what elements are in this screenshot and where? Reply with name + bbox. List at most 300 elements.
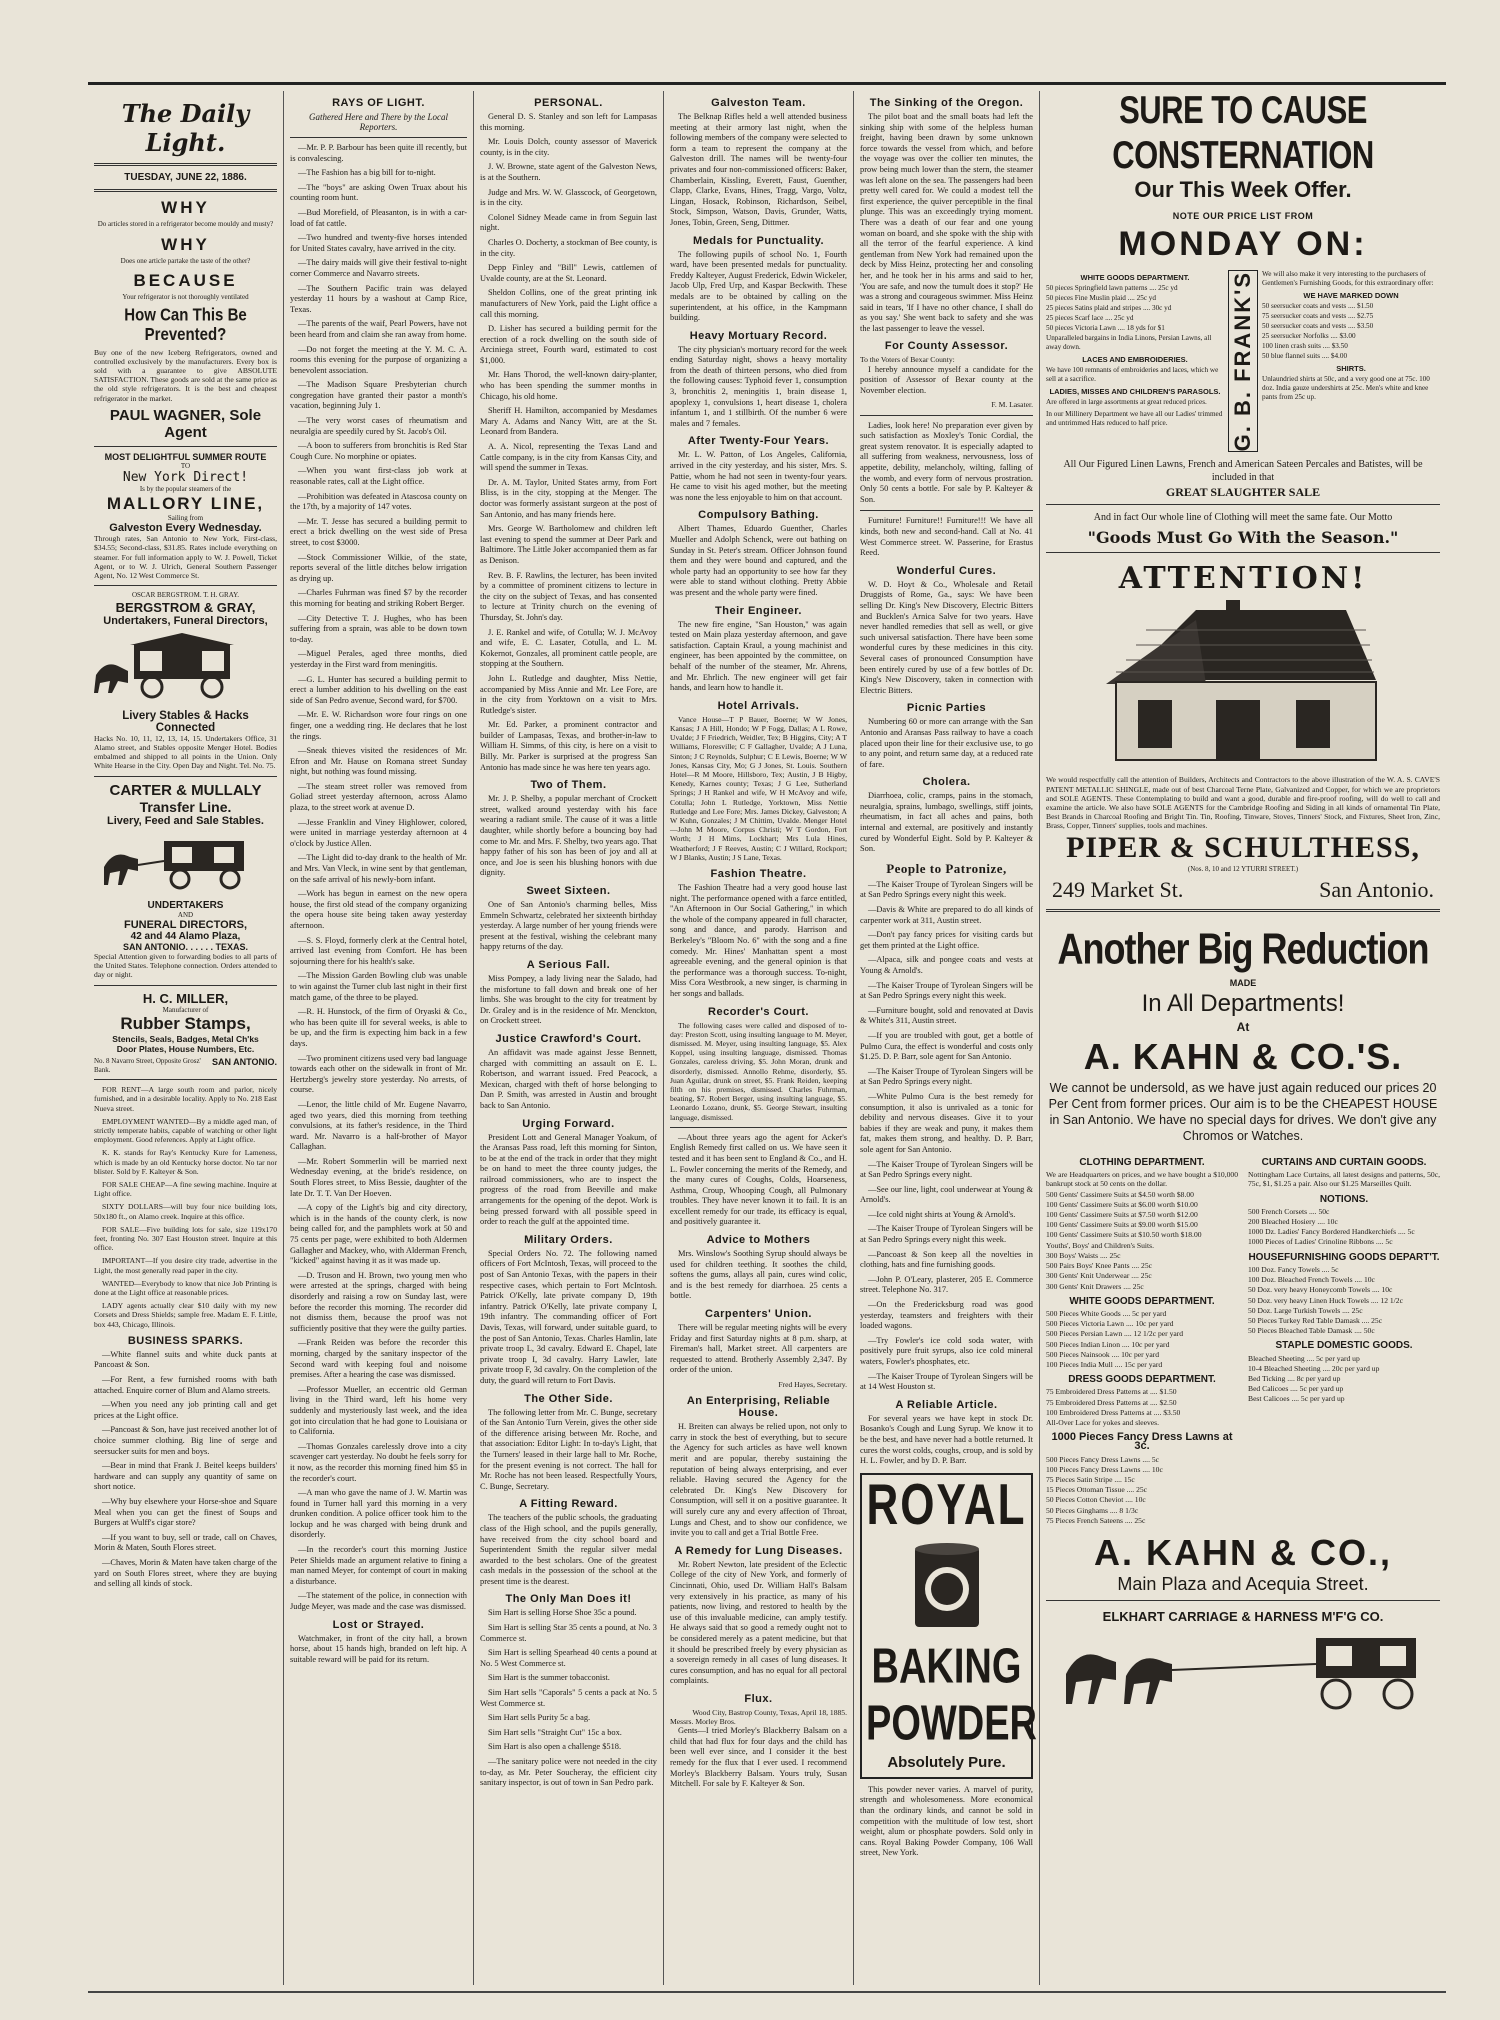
undertakers-heading: Undertakers, Funeral Directors, bbox=[103, 614, 268, 627]
consternation-banner: SURE TO CAUSE CONSTERNATION bbox=[1112, 91, 1374, 177]
advice-text: Mrs. Winslow's Soothing Syrup should always be used for children teething. It soothes the child, softens the gums, allays all pain, cures wind colic, and is the best remedy for diarrhoea. 25 cents a bottle. bbox=[670, 1249, 847, 1301]
reliable-text: For several years we have kept in stock Dr. Bosanko's Cough and Lung Syrup. We know it to be the best, and have never had a bottle returned. It cures the worst colds, coughs, croup, and is sold by H. L. Fowler, and by D. P. Barr. bbox=[860, 1413, 1033, 1466]
engineer-text: The new fire engine, "San Houston," was again tested on Main plaza yesterday afternoon, and gave satisfaction. Captain Kraul, a young machinist and engineer, has been appointed by the committee, on behalf of the number of the steamer, Mr. Ahrens, and Mr. Ehrlich. The new engineer will get fair hands, and learn how to handle it. bbox=[670, 619, 847, 693]
rays-item: —Jesse Franklin and Viney Highlower, colored, were united in marriage yesterday afternoon at 4 o'clock by Justice Allen. bbox=[290, 817, 467, 848]
white-goods-heading: WHITE GOODS DEPARTMENT. bbox=[1080, 273, 1190, 282]
two-text: Mr. J. P. Shelby, a popular merchant of Crockett street, walked around yesterday with his face wearing a radiant smile. The cause of it was a little daughter, while shortly before a bouncing boy had come to Mr. and Mrs. F. Shelby, two years ago. That happy father of his son has been of joy and all at once, and Joe is seen his blushing honors with due dignity. bbox=[480, 794, 657, 878]
notions-item: 200 Bleached Hosiery .... 10c bbox=[1248, 1217, 1338, 1227]
rays-sub: Gathered Here and There by the Local Reporters. bbox=[309, 112, 448, 132]
clothing-item: 100 Gents' Cassimere Suits at $10.50 worth $18.00 bbox=[1046, 1230, 1202, 1240]
powder-word: POWDER bbox=[866, 1696, 1037, 1751]
business-sparks bbox=[94, 1350, 277, 1590]
kahn-address: Main Plaza and Acequia Street. bbox=[1117, 1573, 1369, 1594]
personal-item: Charles O. Docherty, a stockman of Bee county, is in the city. bbox=[480, 237, 657, 258]
rays-item: —Mr. P. P. Barbour has been quite ill recently, but is convalescing. bbox=[290, 143, 467, 163]
market-city: San Antonio. bbox=[1319, 877, 1434, 903]
clothing-item: 300 Gents' Knit Drawers .... 25c bbox=[1046, 1281, 1144, 1291]
ny-sub: Is by the popular steamers of the bbox=[139, 485, 232, 494]
rays-item: —A boon to sufferers from bronchitis is Red Star Cough Cure. No morphine or opiates. bbox=[290, 441, 467, 461]
newspaper-page bbox=[88, 82, 1446, 1993]
sanitary-text: —The sanitary police were not needed in the city to-day, as Mr. Peter Soucheray, the efficient city sanitary inspector, is out of town in San Pedro park. bbox=[480, 1757, 657, 1788]
kahn-heading: A. KAHN & CO.'S. bbox=[1083, 1036, 1403, 1078]
patronize-item: —The Kaiser Troupe of Tyrolean Singers will be at San Pedro Springs every night. bbox=[860, 1159, 1033, 1180]
hotel-heading: Hotel Arrivals. bbox=[717, 699, 800, 712]
flux-text: Gents—I tried Morley's Blackberry Balsam on a child that had flux for four days and the child has been well ever since, and I consider it the best remedy for the flux that I ever used. I recommend Morley's Blackberry Balsam. Yours truly, Susan Mitchell. For sale by F. Kalteyer & Son. bbox=[670, 1726, 847, 1789]
agent-heading: PAUL WAGNER, Sole Agent bbox=[109, 406, 262, 441]
recorder-heading: Recorder's Court. bbox=[708, 1005, 809, 1018]
funeral-directors: FUNERAL DIRECTORS, bbox=[123, 919, 248, 932]
shingle-building-illustration bbox=[1046, 600, 1440, 770]
laces-heading: LACES AND EMBROIDERIES. bbox=[1082, 355, 1188, 364]
rays-item: —The Light did to-day drank to the health of Mr. and Mrs. Van Vleck, in wine sent by that gentleman, on the safe arrival of his newly-born infant. bbox=[290, 853, 467, 884]
transfer-heading: Transfer Line. bbox=[139, 798, 232, 815]
enterprising-heading: An Enterprising, Reliable House. bbox=[686, 1395, 831, 1420]
door-plates-text: Door Plates, House Numbers, Etc. bbox=[116, 1044, 255, 1055]
royal-word: ROYAL bbox=[866, 1473, 1027, 1537]
hotel-text: Vance House—T P Bauer, Boerne; W W Jones, Kansas; J A Hill, Hondo; W P Fogg, Dallas; A L Rowe, Uvalde; J F Friedrich, Weidler, Tex; B Higgins, City; A T Williams, Floresville; C F Gallagher, Uvalde; A J Luna, Sinton; J C Reynolds, Sulphur; C E Lewis, Boerne; W W Jones, Kansas City, Mo; G J Jones, St. Louis. Southern Hotel—R M Moore, Hillsboro, Tex; Austin, J B Higby, Kenedy, Karnes county; Texas; J G Lee, Sutherland Springs; J H Rankel and wife, W H McAvoy and wife, Cotulla; John L Rutledge, Yorktown, Miss Nettie Rutledge and Lee Fore; Mrs. James Dickey, Galveston; A W Kuhn, Gonzales; J M Chittim, Uvalde. Menger Hotel—John M Moore, Corpus Christi; W T Gordon, Fort Worth; J H Mims, Lockhart; Mrs Lula Hines, Weatherford; J F Reeves, Austin; C J Willard, Rockport; W J Blanks, Austin; J S Lane, Texas. bbox=[670, 714, 847, 862]
classifieds bbox=[94, 1085, 277, 1329]
franks-ad bbox=[1046, 270, 1440, 452]
market-street: 249 Market St. bbox=[1052, 877, 1184, 903]
at-text: At bbox=[1236, 1020, 1250, 1035]
marked-down-item: 50 seersucker coats and vests .... $1.50 bbox=[1262, 302, 1374, 310]
monday-heading: MONDAY ON: bbox=[1118, 225, 1368, 263]
housefurnishing-item: 50 Doz. very heavy Honeycomb Towels .... 10c bbox=[1248, 1285, 1393, 1295]
clothing-text: And in fact Our whole line of Clothing will meet the same fate. Our Motto bbox=[1093, 512, 1393, 524]
marked-down-item: 25 seersucker Norfolks .... $3.00 bbox=[1262, 332, 1356, 340]
staple-item: Bed Calicoes .... 5c per yard up bbox=[1248, 1384, 1344, 1394]
carpenters-text: There will be regular meeting nights will be every Friday and first Saturday nights at 8 p.m. sharp, at Fireman's hall, Market street. All carpenters are requested to attend. Brotherly Assembly 2,347. By order of the union. bbox=[670, 1323, 847, 1375]
only-man-item: Sim Hart is selling Star 35 cents a pound, at No. 3 Commerce st. bbox=[480, 1623, 657, 1643]
carpenters-heading: Carpenters' Union. bbox=[705, 1308, 812, 1321]
flux-place: Wood City, Bastrop County, Texas, April 18, 1885. bbox=[692, 1707, 847, 1717]
lawns-item: 50 Pieces Cotton Cheviot .... 10c bbox=[1046, 1495, 1146, 1505]
clothing-item: 300 Boys' Waists .... 25c bbox=[1046, 1250, 1121, 1260]
mallory-heading: MALLORY LINE, bbox=[106, 493, 265, 513]
carriage-illustration bbox=[94, 831, 264, 891]
rubber-stamps-heading: Rubber Stamps, bbox=[120, 1014, 251, 1034]
patronize-item: —See our line, light, cool underwear at Young & Arnold's. bbox=[860, 1184, 1033, 1205]
made-text: MADE bbox=[1229, 978, 1257, 989]
dress-goods-item: 75 Embroidered Dress Patterns at .... $1.50 bbox=[1046, 1387, 1177, 1397]
classified-item: LADY agents actually clear $10 daily with my new Corsets and Dress Shields; sample free. Madam E. F. Little, box 443, Chicago, Illinois. bbox=[94, 1301, 277, 1329]
sweet-heading: Sweet Sixteen. bbox=[526, 885, 611, 897]
stencils-text: Stencils, Seals, Badges, Metal Ch'ks bbox=[112, 1034, 259, 1045]
rays-item: —When you want first-class job work at reasonable rates, call at the Light office. bbox=[290, 466, 467, 487]
furnishing-intro: We will also make it very interesting to the purchasers of Gentlemen's Furnishing Goods, for this extraordinary offer: bbox=[1262, 270, 1434, 287]
rays-item: —A copy of the Light's big and city directory, which is in the hands of the county clerk, is now being called for, and the pamphlets work at 50 and 75 cents per page, were exhibited to both Aldermen Gallagher and Mackey, who, with Alderman French, "kicked" against having it as it was made up. bbox=[290, 1203, 467, 1266]
housefurnishing-item: 50 Doz. very heavy Linen Huck Towels .... 12 1/2c bbox=[1248, 1295, 1403, 1305]
only-man-list bbox=[480, 1608, 657, 1753]
white-goods-dept-item: 500 Pieces Victoria Lawn .... 10c per yard bbox=[1046, 1319, 1174, 1329]
bathing-text: Albert Thames, Eduardo Guenther, Charles Mueller and Adolph Schenck, were out bathing on Sunday in St. Peter's stream. Officer Johnson found them and they were bound and captured, and the whole party had an opportunity to see how far they were able to stand without clothing. Pretty Abbie was present and the whole party were fined. bbox=[670, 524, 847, 597]
fashion-heading: Fashion Theatre. bbox=[710, 867, 807, 880]
other-side-heading: The Other Side. bbox=[524, 1392, 613, 1405]
and-text: AND bbox=[177, 910, 194, 919]
clothing-item: Youths', Boys' and Children's Suits. bbox=[1046, 1240, 1154, 1250]
millinery-text: In our Millinery Department we have all our Ladies' trimmed and untrimmed Hats reduced to half price. bbox=[1046, 410, 1223, 427]
rays-item: —The "boys" are asking Owen Truax about his counting room hunt. bbox=[290, 182, 467, 203]
mallory-rates: Through rates, San Antonio to New York, First-class, $34.55; Second-class, $31.85. Rates include everything on steamer. For full information apply to W. J. Powell, Ticket Agent, or to W. J. Ulrich, General Southern Passenger Agent, No. 12 West Commerce St. bbox=[94, 534, 277, 581]
rays-item: —Thomas Gonzales carelessly drove into a city scavenger cart yesterday. No doubt he feels sorry for it now, as the recorder this morning fined him $5 in the recorder's court. bbox=[290, 1441, 467, 1483]
marked-down-item: 75 seersucker coats and vests .... $2.75 bbox=[1262, 312, 1374, 320]
classified-item: FOR SALE CHEAP—A fine sewing machine. Inquire at Light office. bbox=[94, 1179, 277, 1199]
white-goods-dept-item: 500 Pieces Indian Linon .... 10c per yard bbox=[1046, 1339, 1170, 1349]
rays-item: —City Detective T. J. Hughes, who has been suffering from a sprain, was able to be down town to-day. bbox=[290, 613, 467, 644]
medals-heading: Medals for Punctuality. bbox=[692, 234, 825, 247]
clothing-item: 300 Gents' Knit Underwear .... 25c bbox=[1046, 1271, 1152, 1281]
classified-item: SIXTY DOLLARS—will buy four nice building lots, 50x180 ft., on Alamo creek. Inquire at this office. bbox=[94, 1202, 277, 1221]
spark-item: —For Rent, a few furnished rooms with bath attached. Enquire corner of Blum and Alamo streets. bbox=[94, 1375, 277, 1395]
piper-sub: (Nos. 8, 10 and 12 YTURRI STREET.) bbox=[1187, 864, 1299, 873]
patronize-list bbox=[860, 880, 1033, 1393]
new-york-heading: New York Direct! bbox=[122, 470, 249, 486]
parasols-text: Are offered in large assortments at great reduced prices. bbox=[1046, 398, 1207, 406]
clothing-item: 500 Pairs Boys' Knee Pants .... 25c bbox=[1046, 1261, 1152, 1271]
personal-item: Sheriff H. Hamilton, accompanied by Mesdames Mary A. Adams and Nancy Witt, are at the St. Leonard from Bandera. bbox=[480, 406, 657, 437]
personal-item: J. E. Rankel and wife, of Cotulla; W. J. McAvoy and wife, E. C. Lasater, Cotulla, and L. M. Kokernot, Gonzales, all prominent cattle people, are stopping at the Southern. bbox=[480, 627, 657, 669]
after-text: Mr. L. W. Patton, of Los Angeles, California, arrived in the city yesterday, and his sister, Mrs. S. Pattie, whom he had not seen in twenty-four years. He came to visit his aged mother, but the meeting was none the less enjoyable to him on that account. bbox=[670, 450, 847, 502]
lawns-item: 500 Pieces Fancy Dress Lawns .... 5c bbox=[1046, 1454, 1160, 1464]
patronize-item: —Ice cold night shirts at Young & Arnold's. bbox=[868, 1209, 1016, 1219]
clothing-item: We are Headquarters on prices, and we have bought a $10,000 bankrupt stock at 50 cents on the dollar. bbox=[1046, 1170, 1238, 1189]
week-offer-heading: Our This Week Offer. bbox=[1134, 177, 1352, 202]
spark-item: —Pancoast & Son, have just received another lot of choice summer clothing. Big line of serge and seersucker suits for men and boys. bbox=[94, 1425, 277, 1456]
notions-item: 500 French Corsets .... 50c bbox=[1248, 1206, 1330, 1216]
price-list-note: NOTE OUR PRICE LIST FROM bbox=[1172, 211, 1314, 221]
patronize-item: —Alpaca, silk and pongee coats and vests at Young & Arnold's. bbox=[860, 955, 1033, 975]
lung-text: Mr. Robert Newton, late president of the Eclectic College of the city of New York, and formerly of Cincinnati, Ohio, used Dr. William Hall's Balsam very extensively in his practice, as many of his patients, now living, and restored to health by the use of this invaluable medicine, can amply testify. He always said that so good a remedy ought not to be considered merely as a patent medicine, but that it should be prescribed freely by every physician as a sovereign remedy in all cases of lung diseases. It cures consumption, and has no equal for all pectoral complaints. bbox=[670, 1559, 847, 1686]
navarro-address: No. 8 Navarro Street, Opposite Grosz' Bank. bbox=[94, 1057, 201, 1074]
military-heading: Military Orders. bbox=[524, 1233, 613, 1246]
justice-text: An affidavit was made against Jesse Bennett, charged with committing an assault on E. L. Robertson, and warrant issued. Fred Peacock, a Mexican, charged with theft of horse belonging to Dan P. Smith, was arrested in Austin and brought back to San Antonio. bbox=[480, 1047, 657, 1110]
rays-item: —G. L. Hunter has secured a building permit to erect a lumber addition to his dwelling on the east side of San Pedro avenue, Second ward, for $700. bbox=[290, 674, 467, 705]
galveston-heading: Galveston Every Wednesday. bbox=[109, 522, 262, 535]
classified-item: FOR RENT—A large south room and parlor, nicely furnished, and in a desirable locality. Apply to No. 218 East Nueva street. bbox=[94, 1085, 277, 1113]
elkhart-carriage-illustration bbox=[1046, 1624, 1440, 1714]
bathing-heading: Compulsory Bathing. bbox=[698, 509, 819, 522]
personal-heading: PERSONAL. bbox=[534, 97, 603, 109]
mortuary-text: The city physician's mortuary record for the week ending Saturday night, shows a heavy mortality from the death of thirteen persons, who died from the following causes: Typhoid fever 1, consumption 3, bronchitis 2, meningitis 1, brain disease 1, apoplexy 1, convulsions 1, heart disease 1, cholera infantum 1, and 1 stillbirth. Of the number 6 were males and 7 females. bbox=[670, 344, 847, 428]
wonderful-heading: Wonderful Cures. bbox=[896, 564, 997, 577]
miller-sub: Manufacturer of bbox=[162, 1005, 209, 1014]
dress-goods-item: All-Over Lace for yokes and sleeves. bbox=[1046, 1417, 1160, 1427]
rays-item: —The Madison Square Presbyterian church congregation have granted their pastor a month's vacation, beginning July 1. bbox=[290, 380, 467, 411]
two-heading: Two of Them. bbox=[530, 779, 607, 792]
notions-heading: NOTIONS. bbox=[1319, 1193, 1369, 1205]
miller-heading: H. C. MILLER, bbox=[142, 990, 229, 1006]
wonderful-text: W. D. Hoyt & Co., Wholesale and Retail Druggists of Rome, Ga., says: We have been selling Dr. King's New Discovery, Electric Bitters and Bucklen's Arnica Salve for two years. Have never handled remedies that sell as well, or give such universal satisfaction. There have been some wonderful cures by these medicines in this city. Several cases of pronounced Consumption have been entirely cured by use of a few bottles of Dr. King's New Discovery, taken in connection with Electric Bitters. bbox=[860, 579, 1033, 695]
spark-item: —Why buy elsewhere your Horse-shoe and Square Meal when you can get the finest of Soups and Burgers at Wulff's cigar store? bbox=[94, 1496, 277, 1528]
patronize-item: —Furniture bought, sold and renovated at Davis & White's 311, Austin street. bbox=[860, 1005, 1033, 1026]
patronize-item: —John P. O'Leary, plasterer, 205 E. Commerce street. Telephone No. 317. bbox=[860, 1274, 1033, 1295]
housefurnishing-item: 50 Pieces Turkey Red Table Damask .... 25c bbox=[1248, 1315, 1383, 1325]
clothing-item: 100 Gents' Cassimere Suits at $6.00 worth $10.00 bbox=[1046, 1199, 1198, 1209]
lawns-item: 75 Pieces French Sateens .... 25c bbox=[1046, 1515, 1146, 1525]
only-man-heading: The Only Man Does it! bbox=[505, 1593, 632, 1606]
dress-goods-heading: DRESS GOODS DEPARTMENT. bbox=[1068, 1374, 1216, 1386]
why-question-2: Does one article partake the taste of the other? bbox=[120, 256, 251, 265]
spark-item: —Bear in mind that Frank J. Beitel keeps builders' hardware and can supply any quantity of same on short notice. bbox=[94, 1461, 277, 1492]
personal-item: A. A. Nicol, representing the Texas Land and Cattle company, is in the city from Kansas City, and will spend the summer in Texas. bbox=[480, 442, 657, 473]
classified-item: IMPORTANT—If you desire city trade, advertise in the Light, the most generally read paper in the city. bbox=[94, 1256, 277, 1275]
column-4 bbox=[664, 91, 854, 1985]
rays-item: —Miguel Perales, aged three months, died yesterday in the First ward from meningitis. bbox=[290, 649, 467, 669]
piper-address bbox=[1046, 877, 1440, 903]
bergstrom-heading: BERGSTROM & GRAY, bbox=[115, 599, 256, 615]
flux-heading: Flux. bbox=[744, 1692, 773, 1705]
recorder-text: The following cases were called and disposed of to-day: Preston Scott, using insulting language to M. Meyer, dismissed. M. Meyer, using insulting language, $5. Alex Koppel, using insulting language, dismissed. Thomas Gonzales, careless driving, $5. John Moran, drunk and disorderly, dismissed. Annollo Rehme, disorderly, $5. Juan Aguilar, drunk on street, $5. Frank Reiden, keeping filth on his premises, dismissed. Charles Fuhrman, beating, $7. Robert Berger, using insulting language, $5. Leonardo Lozano, drunk, $5. George Stewart, insulting language, dismissed. bbox=[670, 1020, 847, 1122]
piper-heading: PIPER & SCHULTHESS, bbox=[1066, 830, 1420, 864]
white-goods-dept-item: 500 Pieces White Goods .... 5c per yard bbox=[1046, 1308, 1167, 1318]
personal-item: Mr. Hans Thorod, the well-known dairy-planter, who has been spending the summer months in Chicago, his old home. bbox=[480, 370, 657, 401]
carter-heading: CARTER & MULLALY bbox=[109, 781, 262, 799]
personal-item: General D. S. Stanley and son left for Lampasas this morning. bbox=[480, 112, 657, 132]
cholera-text: Diarrhoea, colic, cramps, pains in the stomach, neuralgia, sprains, lumbago, swellings, stiff joints, rheumatism, in fact all aches and pains, both internal and external, are positively and instantly cured by Wonderful Eight. Sold by P. Kalteyer & Son. bbox=[860, 791, 1033, 854]
staple-item: Bleached Sheeting .... 5c per yard up bbox=[1248, 1353, 1360, 1363]
housefurnishing-item: 50 Doz. Large Turkish Towels .... 25c bbox=[1248, 1305, 1363, 1315]
assessor-to: To the Voters of Bexar County: bbox=[860, 355, 955, 365]
oregon-text: The pilot boat and the small boats had left the sinking ship with some of the helpless human freight, having been drawn by some unknown force towards the vessel from which, and before the voyage was over the collier ten minutes, the prow being much lower than the stern, the steamer was left alone on the sea. The passengers had been pretty well cared for. We could a modest tell the first experience, the quiver perceptible in the final plunge. This was an exceedingly trying moment. There was a death of our fear and one young woman on board, and she spoke with the ship with all the terror of the fearful experience. A kind gentleman from New York had remained upon the deck by Miss Heinz, protecting her and consoling her, and he took her in his arms and said to her, 'You are safe, and now the tumult does it stop?' He was a strong and courageous swimmer. Miss Heinz said in tears, 'If I have no other chance, I shall do as you say.' She went back to safety and she was the last passenger to leave the vessel. bbox=[860, 112, 1033, 333]
lawns-item: 75 Pieces Satin Stripe .... 15c bbox=[1046, 1474, 1135, 1484]
parasols-heading: LADIES, MISSES AND CHILDREN'S PARASOLS. bbox=[1049, 387, 1221, 396]
picnic-heading: Picnic Parties bbox=[906, 702, 987, 715]
route-to: TO bbox=[180, 461, 191, 470]
rays-item: —Prohibition was defeated in Atascosa county on the 17th, by a majority of 147 votes. bbox=[290, 491, 467, 512]
rays-item: —A man who gave the name of J. W. Martin was found in Turner hall yard this morning in a very drunken condition. A police officer took him to the lockup and he was charged with being drunk and disorderly. bbox=[290, 1488, 467, 1540]
why-heading-2: WHY bbox=[161, 234, 210, 254]
picnic-text: Numbering 60 or more can arrange with the San Antonio and Aransas Pass railway to have a coach placed upon their line for their exclusive use, to go to any point, and return same day, at a reduced rate of fare. bbox=[860, 717, 1033, 769]
patronize-item: —Pancoast & Son keep all the novelties in clothing, hats and fine furnishing goods. bbox=[860, 1249, 1033, 1270]
prevent-heading: How Can This Be Prevented? bbox=[124, 304, 247, 345]
rays-item: —The dairy maids will give their festival to-night corner Commerce and Navarro streets. bbox=[290, 258, 467, 278]
why-heading-1: WHY bbox=[161, 198, 210, 217]
slaughter-heading: GREAT SLAUGHTER SALE bbox=[1165, 485, 1321, 500]
lung-heading: A Remedy for Lung Diseases. bbox=[674, 1544, 843, 1557]
only-man-item: Sim Hart sells "Straight Cut" 15c a box. bbox=[488, 1727, 622, 1737]
white-goods-item: 25 pieces Satins plaid and stripes .... 30c yd bbox=[1046, 304, 1172, 312]
because-answer: Your refrigerator is not thoroughly ventilated bbox=[122, 293, 249, 301]
white-goods-item: Unparalleled bargains in India Linons, Persian Lawns, all away down. bbox=[1046, 334, 1212, 351]
white-goods-item: 50 pieces Springfield lawn patterns .... 25c yd bbox=[1046, 284, 1178, 292]
only-man-item: Sim Hart is selling Spearhead 40 cents a pound at No. 5 West Commerce st. bbox=[480, 1648, 657, 1668]
staple-item: Best Calicoes .... 5c per yard up bbox=[1248, 1394, 1345, 1404]
military-text: Special Orders No. 72. The following named officers of Fort McIntosh, Texas, will proceed to the post of San Antonio Texas, with the papers in their respective cases, which pertain to Fort McIntosh. Patrick O'Kelly, late private company D, 19th infantry. Patrick O'Kelly, late private company I, 19th infantry. The commanding officer of Fort Davis, Texas, will forward, under suitable guard, to the post of San Antonio, Texas. Charles Hamlin, late private troop L, 3d cavalry. Edward E. Chapel, late private troop I, 3d cavalry. Harry Lawler, late private troop F, 3d cavalry. On the completion of the duty, the guard will return to Fort Davis. bbox=[480, 1248, 657, 1385]
marked-down-item: 50 blue flannel suits .... $4.00 bbox=[1262, 352, 1348, 360]
patronize-item: —On the Fredericksburg road was good yesterday, teamsters and freighters with their loaded wagons. bbox=[860, 1300, 1033, 1331]
bergstrom-names: OSCAR BERGSTROM. T. H. GRAY. bbox=[131, 591, 240, 600]
column-1 bbox=[88, 91, 284, 1985]
marked-down-item: 50 seersucker coats and vests .... $3.50 bbox=[1262, 322, 1374, 330]
assessor-heading: For County Assessor. bbox=[884, 340, 1009, 353]
white-goods-department-heading: WHITE GOODS DEPARTMENT. bbox=[1069, 1295, 1215, 1307]
classified-item: K. K. stands for Ray's Kentucky Kure for Lameness, which is made by an old Kentucky horse doctor. No tar nor blister. Sold by F. Kalteyer & Son. bbox=[94, 1148, 277, 1176]
patronize-item: —The Kaiser Troupe of Tyrolean Singers will be at 14 West Houston st. bbox=[860, 1371, 1033, 1392]
classified-item: EMPLOYMENT WANTED—By a middle aged man, of strictly temperate habits, capable of watching or other light employment. Good references. Apply at Light office. bbox=[94, 1116, 277, 1145]
housefurnishing-item: 100 Doz. Bleached French Towels .... 10c bbox=[1248, 1275, 1375, 1285]
curtains-text: Nottingham Lace Curtains, all latest designs and patterns, 50c, 75c, $1, $1.25 a pair. Also our $1.25 Marseilles Quilt. bbox=[1248, 1170, 1440, 1189]
carpenters-signature: Fred Hayes, Secretary. bbox=[778, 1380, 847, 1390]
kahn-departments bbox=[1046, 1152, 1440, 1526]
clothing-department-heading: CLOTHING DEPARTMENT. bbox=[1079, 1157, 1205, 1169]
because-heading: BECAUSE bbox=[133, 271, 238, 290]
housefurnishing-item: 100 Doz. Fancy Towels .... 5c bbox=[1248, 1264, 1339, 1274]
galveston-team-heading: Galveston Team. bbox=[711, 97, 806, 109]
cholera-heading: Cholera. bbox=[922, 776, 971, 789]
curtains-heading: CURTAINS AND CURTAIN GOODS. bbox=[1261, 1157, 1427, 1169]
lost-heading: Lost or Strayed. bbox=[332, 1618, 425, 1631]
rays-heading: RAYS OF LIGHT. bbox=[332, 97, 425, 109]
staple-item: 10-4 Bleached Sheeting .... 20c per yard up bbox=[1248, 1363, 1380, 1373]
royal-text: This powder never varies. A marvel of purity, strength and wholesomeness. More economical than the ordinary kinds, and cannot be sold in competition with the multitude of low test, short weight, alum or phosphate powders. Sold only in cans. Royal Baking Powder Company, 106 Wall street, New York. bbox=[860, 1784, 1033, 1858]
lost-text: Watchmaker, in front of the city hall, a brown horse, about 15 hands high, branded on left hip. A suitable reward will be paid for its return. bbox=[290, 1633, 467, 1664]
sweet-text: One of San Antonio's charming belles, Miss Emmeln Schwartz, celebrated her sixteenth birthday yesterday. A large number of her young friends were present at the festival, wishing the celebrant many happy returns of the day. bbox=[480, 900, 657, 952]
justice-heading: Justice Crawford's Court. bbox=[495, 1032, 642, 1045]
lawns-heading: 1000 Pieces Fancy Dress Lawns at 3c. bbox=[1051, 1431, 1233, 1453]
rays-item: —Frank Reiden was before the recorder this morning, charged by the sanitary inspector of the Second ward with keeping foul and noisome premises. After a hearing the case was dismissed. bbox=[290, 1338, 467, 1380]
fall-text: Miss Pompey, a lady living near the Salado, had the misfortune to fall down and break one of her limbs. She was brought to the city for treatment by Dr. Graley and is in the residence of Mr. Menckton, on Crockett street. bbox=[480, 973, 657, 1026]
fall-heading: A Serious Fall. bbox=[526, 958, 611, 971]
white-goods-item: 50 pieces Fine Muslin plaid .... 25c yd bbox=[1046, 294, 1156, 302]
rays-item: —Lenor, the little child of Mr. Eugene Navarro, aged two years, died this morning from teething convulsions, at its father's residence, in the Third ward. Mr. Navarro is a half-brother of Mayor Callaghan. bbox=[290, 1099, 467, 1152]
only-man-item: Sim Hart sells Purity 5c a bag. bbox=[488, 1713, 591, 1723]
mortuary-heading: Heavy Mortuary Record. bbox=[689, 329, 828, 342]
personal-item: Colonel Sidney Meade came in from Seguin last night. bbox=[480, 212, 657, 233]
personal-item: Mr. Louis Dolch, county assessor of Maverick county, is in the city. bbox=[480, 137, 657, 157]
classified-item: FOR SALE—Five building lots for sale, size 119x170 feet, fronting No. 307 East Houston street. Inquire at this office. bbox=[94, 1224, 277, 1253]
lawns-item: 100 Pieces Fancy Dress Lawns .... 10c bbox=[1046, 1464, 1163, 1474]
column-5 bbox=[854, 91, 1040, 1985]
clothing-item: 100 Gents' Cassimere Suits at $9.00 worth $15.00 bbox=[1046, 1220, 1198, 1230]
another-reduction-heading: Another Big Reduction bbox=[1057, 923, 1429, 974]
fitting-heading: A Fitting Reward. bbox=[519, 1498, 618, 1511]
rays-item: —The very worst cases of rheumatism and neuralgia are speedily cured by St. Jacob's Oil. bbox=[290, 416, 467, 436]
attention-text: We would respectfully call the attention of Builders, Architects and Contractors to the above illustration of the W. A. S. CAVE'S PATENT METALLIC SHINGLE, made out of best Charcoal Terne Plate, Galvanized and Copper, for which we are proprietors and SOLE AGENTS. These Contemplating to build and want a good, durable and fire-proof roofing, will do well to call and examine the article. We also have SOLE AGENTS for the Cambridge Roofing and Siding in all kinds of ornamental Tin Plate, Best Brands in Charcoal Roofing and Bright Tin. Tin, Roofing, Tinware, Stoves, Tinners' Stock, and Fixtures, Sheet Iron, Zinc, Brass, Copper, Tinners' supplies, tools and machines. bbox=[1046, 775, 1440, 831]
furniture-text: Furniture! Furniture!! Furniture!!! We have all kinds, both new and second-hand. Call at No. 41 West Commerce street. W. Passerine, for Erastus Reed. bbox=[860, 516, 1033, 558]
patronize-item: —The Kaiser Troupe of Tyrolean Singers will be at San Pedro Springs every night this week. bbox=[860, 1224, 1033, 1245]
assessor-text: I hereby announce myself a candidate for the position of Assessor of Bexar county at the November election. bbox=[860, 364, 1033, 395]
lawns-item: 50 Pieces Ginghams .... 8 1/3c bbox=[1046, 1505, 1139, 1515]
patronize-item: —Davis & White are prepared to do all kinds of carpenter work at 311, Austin street. bbox=[860, 905, 1033, 925]
staple-item: Bed Ticking .... 8c per yard up bbox=[1248, 1373, 1341, 1383]
prevent-text: Buy one of the new Iceberg Refrigerators, owned and controlled exclusively by the manufacturers. Every box is sold with a guarantee to give ABSOLUTE SATISFACTION. These goods are sold at the same price as the old style refrigerators. It is the best and cheapest refrigerator in the market. bbox=[94, 347, 277, 403]
rays-item: —Mr. E. W. Richardson wore four rings on one finger, one a wedding ring. He declares that he lost the rings. bbox=[290, 710, 467, 741]
rays-item: —Two hundred and twenty-five horses intended for United States cavalry, have arrived in the city. bbox=[290, 233, 467, 253]
dress-goods-item: 75 Embroidered Dress Patterns at .... $2.50 bbox=[1046, 1397, 1177, 1407]
white-goods-item: 50 pieces Victoria Lawn .... 18 yds for $1 bbox=[1046, 324, 1165, 332]
masthead-title: The Daily Light. bbox=[121, 99, 250, 157]
rays-item: —Two prominent citizens used very bad language towards each other on the sidewalk in front of Mr. Hertzberg's jewelry store yesterday. No arrests, of course. bbox=[290, 1053, 467, 1095]
white-goods-dept-item: 100 Pieces India Mull .... 15c per yard bbox=[1046, 1359, 1163, 1369]
enterprising-text: H. Breiten can always be relied upon, not only to carry in stock the best of everything, but to secure the Agency for such articles as have well known merit and are popular, thereby sustaining the reputation of being always enterprising, and ever reliable. Having secured the Agency for the celebrated Dr. King's New Discovery for Consumption, will sell it on a positive guarantee. It will surely cure any and every affection of Throat, Lungs and Chest, and to show our confidence, we invite you to call and get a Trial Bottle Free. bbox=[670, 1422, 847, 1538]
special-attention: Special Attention given to forwarding bodies to all parts of the United States. Telephone connection. Orders attended to day or night. bbox=[94, 952, 277, 980]
only-man-item: Sim Hart sells "Caporals" 5 cents a pack at No. 5 West Commerce st. bbox=[480, 1688, 657, 1708]
personal-item: J. W. Browne, state agent of the Galveston News, is at the Southern. bbox=[480, 162, 657, 182]
royal-baking-powder-ad bbox=[860, 1473, 1037, 1779]
personal-item: Rev. B. F. Rawlins, the lecturer, has been invited by a committee of prominent citizens to lecture in the city on the subject of Texas, and has consented to lecture at Trinity church on the evening of Thursday, St. John's day. bbox=[480, 570, 657, 622]
other-side-text: The following letter from Mr. C. Bunge, secretary of the San Antonio Turn Verein, gives the other side of the difference arising between Mr. Roche, and that association: Editor Light: In to-day's Light, that the Turners' leased in their large hall to Mr. Roche, for the present evening is not correct. The hall for Mr. Roche has not been leased. Respectfully Yours, C. Bunge, Secretary. bbox=[480, 1407, 657, 1491]
rays-item: —The parents of the waif, Pearl Powers, have not been heard from and claim she ran away from home. bbox=[290, 319, 467, 339]
business-sparks-heading: BUSINESS SPARKS. bbox=[127, 1334, 244, 1347]
rays-item: —The Mission Garden Bowling club was unable to win against the Turner club last night in their first match game, of the three to be played. bbox=[290, 971, 467, 1002]
galveston-team-text: The Belknap Rifles held a well attended business meeting at their armory last night, when the following members of the company were selected to form a team to represent the company at the Galveston drill. The names will be twenty-four privates and four non-commissioned officers: Baker, Chamberlain, Kissling, Everett, Faust, Guenther, Clapp, Clarke, Evans, Hines, Tragg, Vargo, Voltz, Lingan, Hosack, Robinson, Richardson, Seibel, Stock, Simpson, Watson, Davis, Grunder, Watts, Jones, Tobin, Green, Seng, Dittmer. bbox=[670, 112, 847, 227]
rays-item: —The Fashion has a big bill for to-night. bbox=[298, 168, 436, 178]
livery-heading: Livery Stables & Hacks Connected bbox=[122, 709, 249, 734]
ladies-text: Ladies, look here! No preparation ever given by such satisfaction as Moxley's Tonic Cordial, the great system renovator. It is especially adapted to all suffering from weakness, nervousness, loss of appetite, debility, melancholy, wilting, falling of the womb, and every form of nervous prostration. Only 50 cents a bottle. For sale by P. Kalteyer & Son. bbox=[860, 420, 1033, 504]
notions-item: 1000 Dz. Ladies' Fancy Bordered Handkerchiefs .... 5c bbox=[1248, 1227, 1415, 1237]
personal-item: Mr. Ed. Parker, a prominent contractor and builder of Lampasas, Texas, and brother-in-law to William H. Simms, of this city, is here on a visit to Billy. Mr. Parker is surprised at the progress San Antonio has made since he was here ten years ago. bbox=[480, 720, 657, 772]
personal-item: Judge and Mrs. W. W. Glasscock, of Georgetown, is in the city. bbox=[480, 187, 657, 208]
feed-heading: Livery, Feed and Sale Stables. bbox=[107, 814, 264, 827]
sa-texas: SAN ANTONIO. . . . . . TEXAS. bbox=[122, 942, 248, 953]
shirts-text: Unlaundried shirts at 50c, and a very good one at 75c. 100 doz. India gauze undershirts at 25c. Men's white and knee pants from 25c up. bbox=[1262, 375, 1430, 401]
marked-down-heading: WE HAVE MARKED DOWN bbox=[1303, 291, 1399, 300]
flux-to: Messrs. Morley Bros. bbox=[670, 1717, 736, 1727]
hearse-illustration bbox=[94, 631, 264, 701]
attention-heading: ATTENTION! bbox=[1118, 561, 1368, 597]
personal-item: Mrs. George W. Bartholomew and children left last evening to spend the summer at Deer Park and Baltimore. The Little Joker accompanied them as far as Denison. bbox=[480, 524, 657, 565]
clothing-item: 100 Gents' Cassimere Suits at $7.50 worth $12.00 bbox=[1046, 1210, 1198, 1220]
classified-item: WANTED—Everybody to know that nice Job Printing is done at the Light office at reasonable prices. bbox=[94, 1278, 277, 1298]
white-goods-item: 25 pieces Scarf lace .... 25c yd bbox=[1046, 314, 1134, 322]
marked-down-item: 100 linen crash suits .... $3.50 bbox=[1262, 342, 1348, 350]
alamo-address: 42 and 44 Alamo Plaza, bbox=[130, 931, 241, 943]
rays-list bbox=[290, 143, 467, 1613]
column-2 bbox=[284, 91, 474, 1985]
laces-text: We have 100 remnants of embroideries and laces, which we sell at a sacrifice. bbox=[1046, 366, 1219, 383]
staple-heading: STAPLE DOMESTIC GOODS. bbox=[1275, 1340, 1413, 1352]
oregon-heading: The Sinking of the Oregon. bbox=[869, 97, 1024, 109]
spark-item: —When you need any job printing call and get prices at the Light office. bbox=[94, 1400, 277, 1420]
personal-item: Depp Finley and "Bill" Lewis, cattlemen of Uvalde county, are at the St. Leonard. bbox=[480, 263, 657, 283]
elkhart-heading: ELKHART CARRIAGE & HARNESS M'F'G CO. bbox=[1102, 1608, 1384, 1624]
patronize-item: —The Kaiser Troupe of Tyrolean Singers will be at San Pedro Springs every night. bbox=[860, 1066, 1033, 1087]
patronize-item: —The Kaiser Troupe of Tyrolean Singers will be at San Pedro Springs every night this week. bbox=[860, 879, 1033, 900]
patronize-item: —If you are troubled with gout, get a bottle of Pulmo Cura, the effect is wonderful and costs only $1.25. D. P. Barr, sole agent for San Antonio. bbox=[860, 1030, 1033, 1062]
assessor-signature: F. M. Lasater. bbox=[991, 400, 1033, 410]
only-man-item: Sim Hart is the summer tobacconist. bbox=[488, 1673, 610, 1683]
rays-item: —Work has begun in earnest on the new opera house, the first old stead of the company organizing the opera house site being taken away yesterday afternoon. bbox=[290, 889, 467, 930]
rays-item: —The steam street roller was removed from Goliad street yesterday afternoon, across Alamo plaza, to the street work at avenue D. bbox=[290, 781, 467, 813]
patronize-heading: People to Patronize, bbox=[886, 860, 1007, 876]
reliable-heading: A Reliable Article. bbox=[895, 1398, 998, 1411]
franks-vertical-name: G. B. FRANK'S bbox=[1228, 270, 1258, 452]
rays-item: —The Southern Pacific train was delayed yesterday 11 hours by a washout at Camp Rice, Texas. bbox=[290, 283, 467, 314]
personal-item: D. Lisher has secured a building permit for the erection of a rock dwelling on the south side of Arciniega street, Fourth ward, estimated to cost $1,000. bbox=[480, 324, 657, 365]
baking-word: BAKING bbox=[871, 1639, 1022, 1694]
personal-list bbox=[480, 112, 657, 773]
patronize-item: —Try Fowler's ice cold soda water, with positively pure fruit syrups, also ice cold mineral waters, Fowler's phosphates, etc. bbox=[860, 1335, 1033, 1366]
kahn-promo: We cannot be undersold, as we have just again reduced our prices 20 Per Cent from former prices. Our aim is to be the CHEAPEST HOUSE in San Antonio. We have no special days for drives. We don't give any Chromos or Watches. bbox=[1048, 1081, 1438, 1144]
personal-item: John L. Rutledge and daughter, Miss Nettie, accompanied by Miss Annie and Mr. Lee Fore, are in the city from Yorktown on a visit to Mrs. Rutledge's sister. bbox=[480, 673, 657, 715]
rays-item: —The statement of the police, in connection with Judge Meyer, was made and the case was dismissed. bbox=[290, 1591, 467, 1612]
after-heading: After Twenty-Four Years. bbox=[687, 435, 830, 448]
route-heading: MOST DELIGHTFUL SUMMER ROUTE bbox=[104, 451, 267, 462]
housefurnishing-heading: HOUSEFURNISHING GOODS DEPART'T. bbox=[1248, 1251, 1440, 1263]
housefurnishing-item: 50 Pieces Bleached Table Damask .... 50c bbox=[1248, 1326, 1375, 1336]
clothing-item: 500 Gents' Cassimere Suits at $4.50 worth $8.00 bbox=[1046, 1189, 1194, 1199]
livery-text: Hacks No. 10, 11, 12, 13, 14, 15. Undertakers Office, 31 Alamo street, and Stables opposite Menger Hotel. Bodies embalmed and shipped to all points in the Union. Only White Hearse in the City. Open Day and Night. Tel. No. 75. bbox=[94, 733, 277, 771]
rays-item: —Bud Morefield, of Pleasanton, is in with a car-load of fat cattle. bbox=[290, 207, 467, 228]
rays-item: —Professor Mueller, an eccentric old German living in the Third ward, left his home very suddenly and mysteriously last week, and the idea got into circulation that he had gone to Louisiana or to California. bbox=[290, 1384, 467, 1437]
notions-item: 1000 Pieces of Ladies' Crinoline Ribbons .... 5c bbox=[1248, 1237, 1393, 1247]
acker-text: —About three years ago the agent for Acker's English Remedy first called on us. We have seen it tested and it has been sent to England & Co., and H. L. Fowler concerning the merits of the Remedy, and the many cures of Coughs, Colds, Hoarseness, Asthma, Croup, Whooping Cough, all Pulmonary troubles. They have never known it to fail. It is an excellent remedy for our trade, its efficacy is equal, and positively guarantee it. bbox=[670, 1132, 847, 1227]
spark-item: —If you want to buy, sell or trade, call on Chaves, Morin & Maten, South Flores street. bbox=[94, 1532, 277, 1553]
rays-item: —Sneak thieves visited the residences of Mr. Efron and Mr. Hause on Romana street Sunday night, but nothing was found missing. bbox=[290, 746, 467, 777]
absolutely-pure: Absolutely Pure. bbox=[887, 1753, 1006, 1771]
only-man-item: Sim Hart is selling Horse Shoe 35c a pound. bbox=[488, 1608, 637, 1618]
all-departments: In All Departments! bbox=[1141, 990, 1345, 1018]
